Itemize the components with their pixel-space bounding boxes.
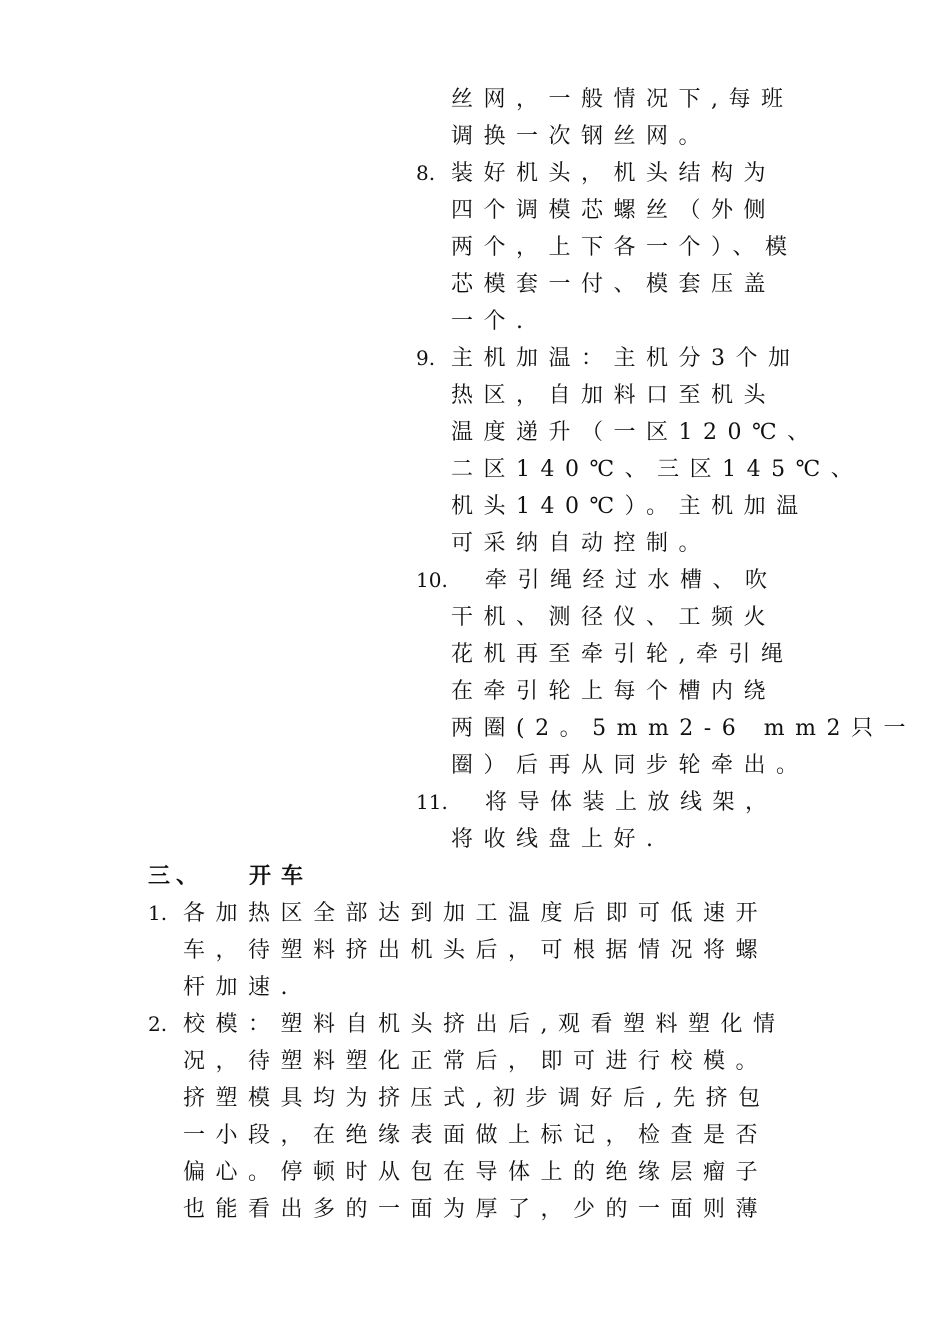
text-line: 热区，自加料口至机头: [451, 383, 777, 408]
text-line: 也能看出多的一面为厚了，少的一面则薄: [183, 1197, 769, 1222]
item-number: 11.: [416, 790, 448, 814]
text-line: 四个调模芯螺丝（外侧: [451, 198, 777, 223]
text-line: 一个.: [451, 309, 534, 334]
text-line: 芯模套一付、模套压盖: [451, 272, 777, 297]
text-line: 两圈(2。5mm2-6 mm2只一: [451, 716, 916, 741]
text-line: 一小段，在绝缘表面做上标记，检查是否: [183, 1123, 769, 1148]
item-number: 9.: [416, 346, 436, 370]
text-line: 牵引绳经过水槽、吹: [485, 568, 778, 593]
item-number: 10.: [416, 568, 448, 592]
text-line: 花机再至牵引轮,牵引绳: [451, 642, 794, 667]
text-line: 装好机头，机头结构为: [451, 161, 777, 186]
text-line: 各加热区全部达到加工温度后即可低速开: [183, 901, 769, 926]
item-number: 1.: [148, 901, 168, 925]
section-number: 三、: [148, 863, 205, 889]
text-line: 将收线盘上好.: [451, 827, 664, 852]
text-line: 偏心。停顿时从包在导体上的绝缘层瘤子: [183, 1160, 769, 1185]
text-line: 机头140℃）。主机加温: [451, 494, 809, 519]
item-number: 2.: [148, 1012, 168, 1036]
section-title: 开车: [249, 863, 314, 889]
item-number: 8.: [416, 161, 436, 185]
text-line: 二区140℃、三区145℃、: [451, 457, 864, 482]
text-line: 杆加速.: [183, 975, 298, 1000]
text-line: 校模：塑料自机头挤出后,观看塑料塑化情: [183, 1012, 786, 1037]
text-line: 圈）后再从同步轮牵出。: [451, 753, 809, 778]
text-line: 温度递升（一区120℃、: [451, 420, 820, 445]
text-line: 主机加温：主机分3个加: [451, 346, 801, 371]
text-line: 况，待塑料塑化正常后，即可进行校模。: [183, 1049, 769, 1074]
text-line: 两个，上下各一个）、模: [451, 235, 798, 260]
text-line: 挤塑模具均为挤压式,初步调好后,先挤包: [183, 1086, 771, 1111]
text-line: 干机、测径仪、工频火: [451, 605, 777, 630]
text-line: 调换一次钢丝网。: [451, 124, 712, 149]
text-line: 车，待塑料挤出机头后，可根据情况将螺: [183, 938, 769, 963]
text-line: 丝网，一般情况下,每班: [451, 87, 794, 112]
text-line: 可采纳自动控制。: [451, 531, 712, 556]
text-line: 在牵引轮上每个槽内绕: [451, 679, 777, 704]
text-line: 将导体装上放线架，: [485, 790, 778, 815]
